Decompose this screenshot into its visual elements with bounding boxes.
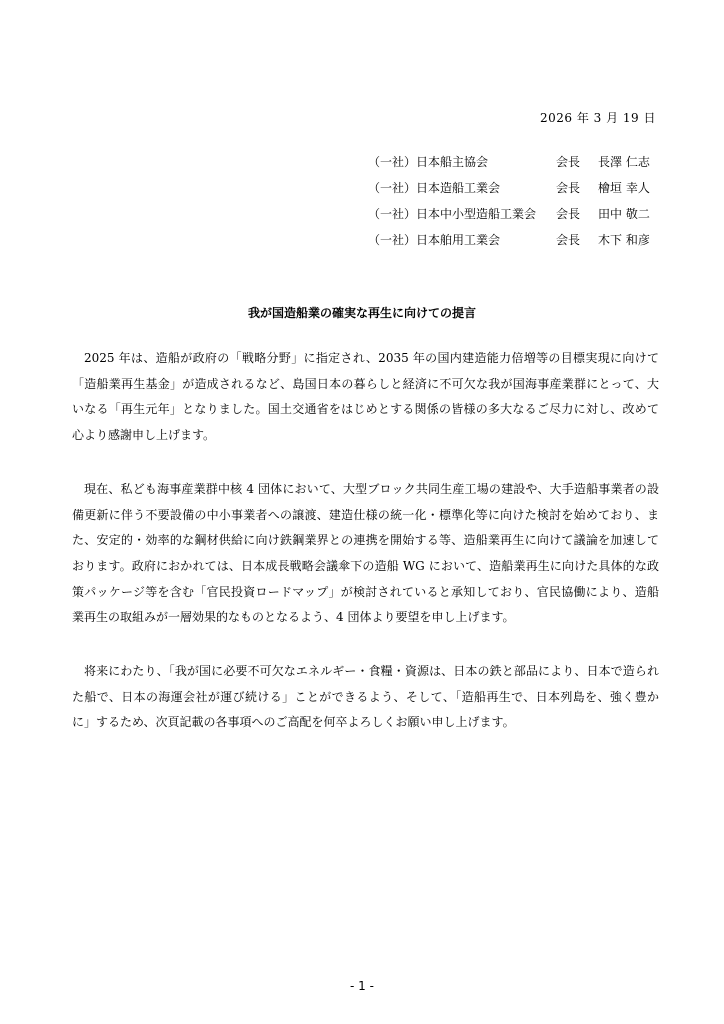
signatory-row	[368, 231, 668, 257]
document-title: 我が国造船業の確実な再生に向けての提言	[247, 306, 476, 320]
body-paragraph: 2025 年は、造船が政府の「戦略分野」に指定され、2035 年の国内建造能力倍増等の目標実現に向けて「造船業再生基金」が造成されるなど、島国日本の暮らしと経済に不可欠な我が国海事産業群にとって、大いなる「再生元年」となりました。国土交通省をはじめとする関係の皆様の多大なるご尽力に対し、改めて心より感謝申し上げます。	[72, 351, 659, 443]
signatory-row	[368, 205, 668, 231]
signatory-organization: （一社）日本船主協会	[368, 155, 489, 169]
signatory-row	[368, 153, 668, 179]
signatory-name: 木下 和彦	[598, 233, 650, 247]
signatory-row	[368, 179, 668, 205]
body-paragraph: 将来にわたり、「我が国に必要不可欠なエネルギー・食糧・資源は、日本の鉄と部品により、日本で造られた船で、日本の海運会社が運び続ける」ことができるよう、そして、「造船再生で、日本列島を、強く豊かに」するため、次頁記載の各事項へのご高配を何卒よろしくお願い申し上げます。	[72, 664, 659, 730]
signatory-organization: （一社）日本中小型造船工業会	[368, 207, 537, 221]
signatory-title: 会長	[556, 181, 581, 195]
document-date: 2026 年 3 月 19 日	[539, 111, 656, 125]
document-body	[72, 346, 659, 764]
signatory-organization: （一社）日本舶用工業会	[368, 233, 501, 247]
signatory-title: 会長	[556, 233, 581, 247]
signatory-name: 檜垣 幸人	[598, 181, 650, 195]
signatory-list	[368, 153, 668, 257]
page-number: - 1 -	[350, 979, 374, 993]
signatory-title: 会長	[556, 155, 581, 169]
signatory-organization: （一社）日本造船工業会	[368, 181, 501, 195]
body-paragraph: 現在、私ども海事産業群中核 4 団体において、大型ブロック共同生産工場の建設や、大手造船事業者の設備更新に伴う不要設備の中小事業者への譲渡、建造仕様の統一化・標準化等に向けた検討を始めており、また、安定的・効率的な鋼材供給に向け鉄鋼業界との連携を開始する等、造船業再生に向けて議論を加速しております。政府におかれては、日本成長戦略会議傘下の造船 WG において、造船業再生に向けた具体的な政策パッケージ等を含む「官民投資ロードマップ」が検討されていると承知しており、官民協働により、造船業再生の取組みが一層効果的なものとなるよう、4 団体より要望を申し上げます。	[72, 481, 659, 625]
signatory-name: 田中 敬二	[598, 207, 650, 221]
signatory-title: 会長	[556, 207, 581, 221]
signatory-name: 長澤 仁志	[598, 155, 650, 169]
